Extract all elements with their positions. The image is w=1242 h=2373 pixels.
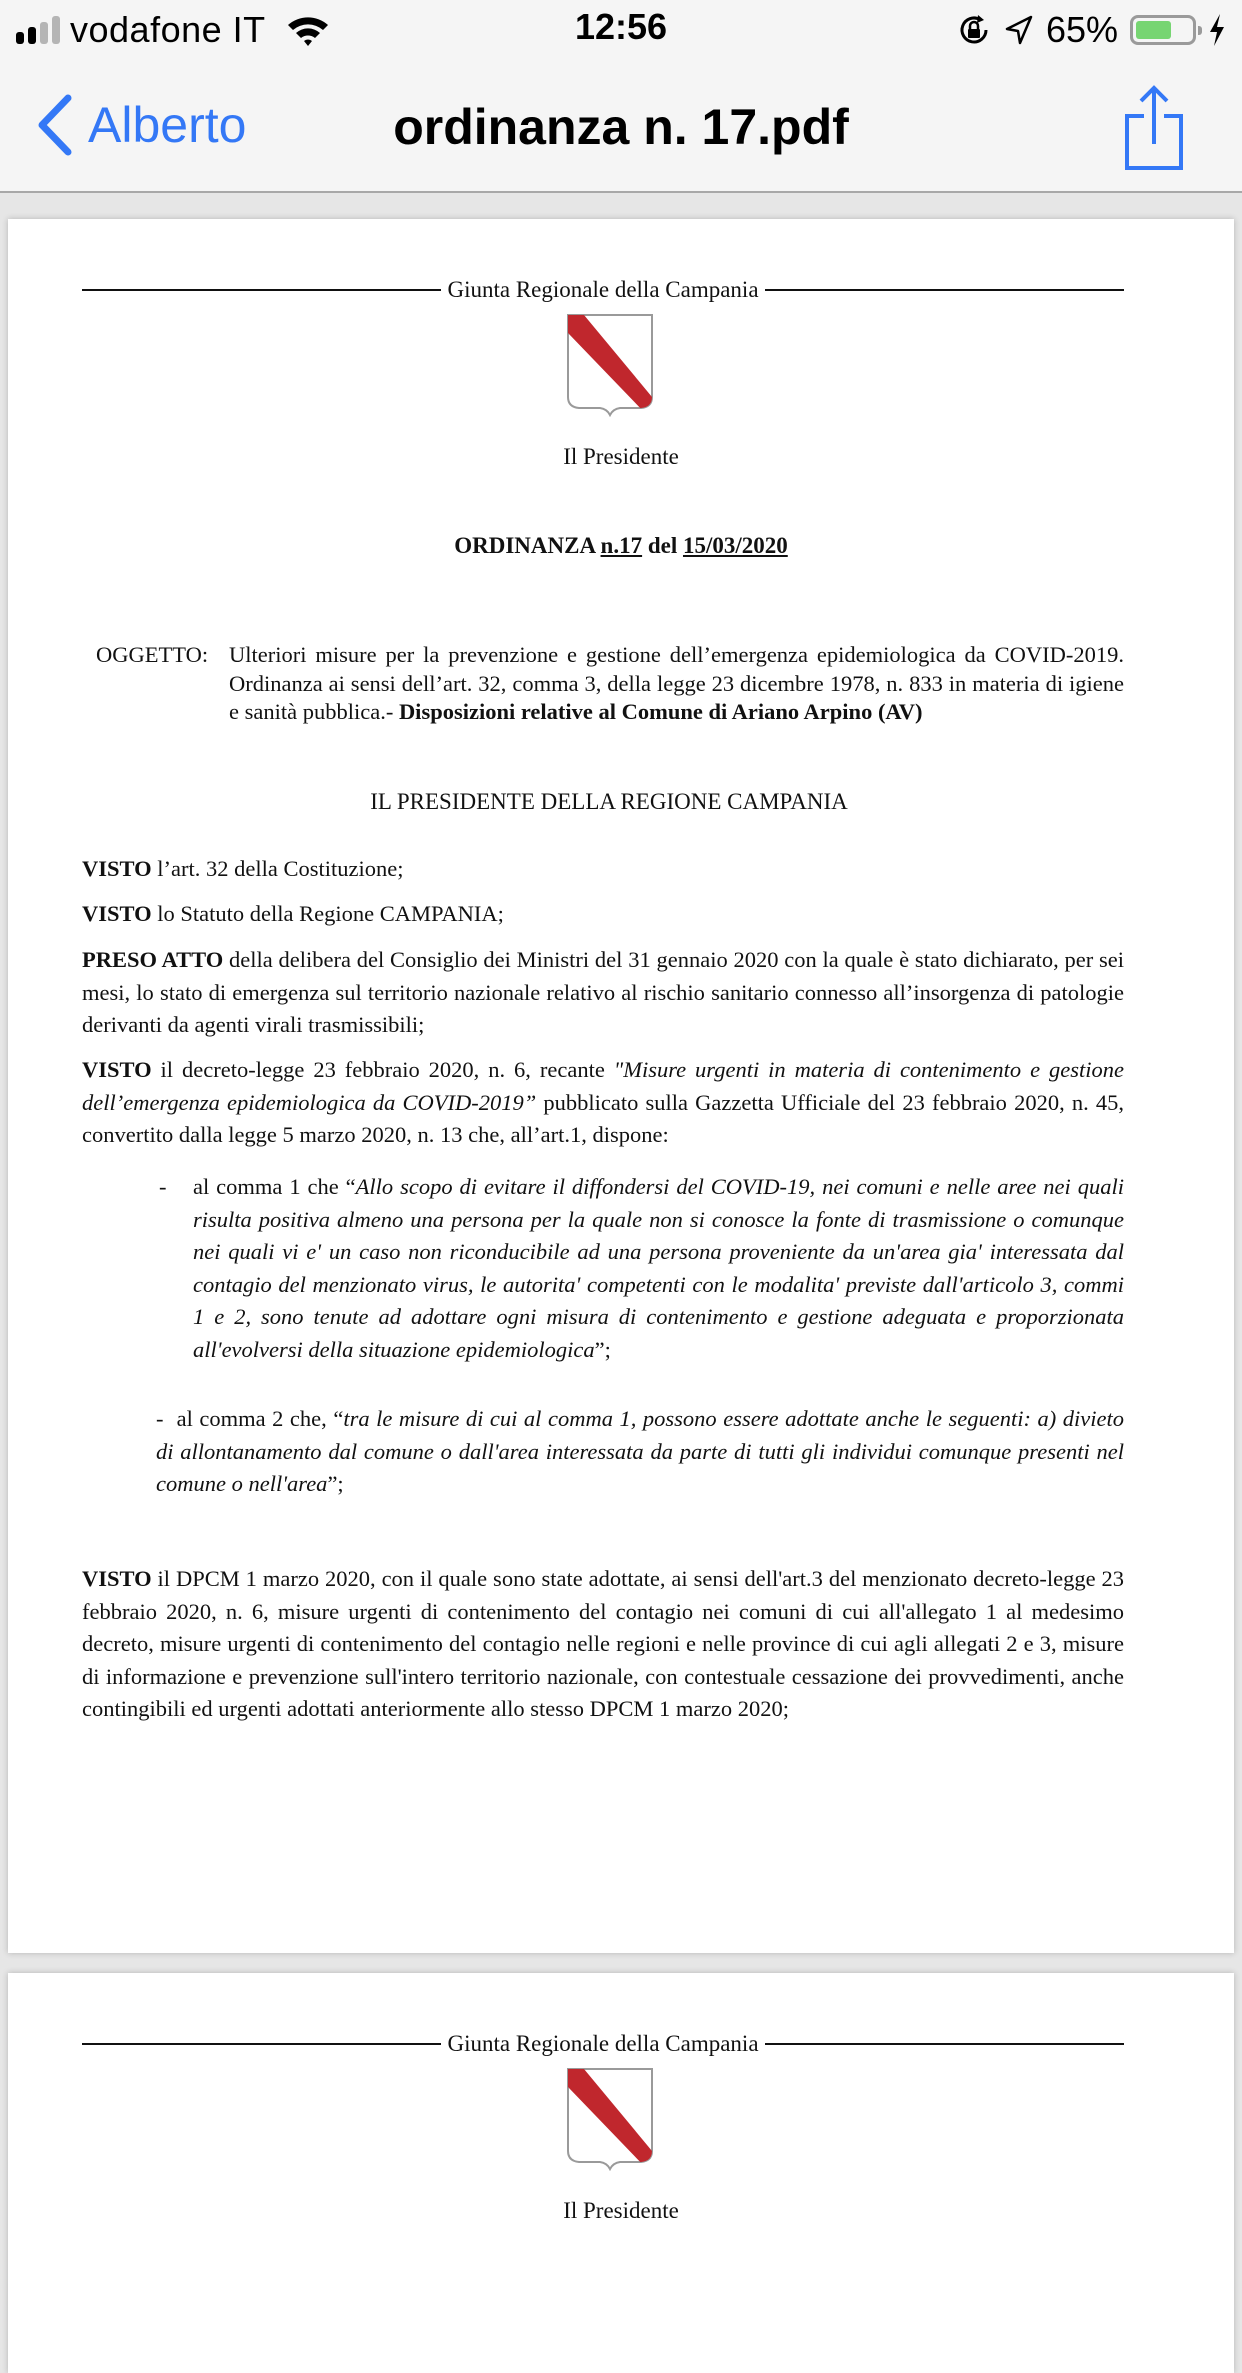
pdf-page-2[interactable] <box>8 1973 1234 2373</box>
header-rule-left <box>82 2043 441 2045</box>
bullet-comma-1 <box>159 1171 1124 1366</box>
oggetto-bold-text: Disposizioni relative al Comune di Ariano Arpino (AV) <box>398 699 923 724</box>
clock: 12:56 <box>574 6 668 47</box>
paragraph-italic: "Misure urgenti in materia di contenimento e gestione dell’emergenza epidemiologica da COVID-2019” <box>82 1057 1124 1115</box>
coat-of-arms-icon <box>565 313 655 417</box>
paragraph-lead: VISTO <box>82 1057 152 1082</box>
bullet-prefix: al comma 1 che “ <box>193 1174 356 1199</box>
presidente-label: Il Presidente <box>563 444 679 469</box>
status-bar <box>0 0 1242 60</box>
paragraph-lead: PRESO ATTO <box>82 947 224 972</box>
chevron-left-icon <box>34 94 74 156</box>
document-title: ordinanza n. 17.pdf <box>393 99 849 155</box>
paragraph-preso-atto <box>82 944 1124 1042</box>
paragraph-text: pubblicato sulla Gazzetta Ufficiale del 23 febbraio 2020, n. 45, convertito dalla legge 5 marzo 2020, n. 13 che, all’art.1, dispone: <box>82 1089 1124 1147</box>
paragraph-text: l’art. 32 della Costituzione; <box>151 856 404 881</box>
location-icon <box>1004 14 1034 46</box>
header-rule-left <box>82 289 441 291</box>
paragraph-lead: VISTO <box>82 901 152 926</box>
presidente-label: Il Presidente <box>563 2198 679 2223</box>
back-button[interactable] <box>34 94 246 156</box>
page-header <box>82 275 1124 305</box>
battery-percent: 65% <box>1045 9 1118 50</box>
oggetto-text: Ulteriori misure per la prevenzione e gestione dell’emergenza epidemiologica da COVID-2019. Ordinanza ai sensi dell’art. 32, comma 3, della legge 23 dicembre 1978, n. 833 in materia di igiene e sanità pubblica.- <box>229 642 1124 724</box>
oggetto-block <box>96 641 1124 727</box>
coat-of-arms-icon <box>565 2067 655 2171</box>
header-rule-right <box>765 2043 1124 2045</box>
orientation-lock-icon <box>956 12 992 48</box>
ordinanza-title <box>8 533 1234 559</box>
charging-icon <box>1208 13 1226 47</box>
paragraph-text: il decreto-legge 23 febbraio 2020, n. 6, recante <box>151 1057 614 1082</box>
bullet-comma-2 <box>156 1403 1124 1501</box>
share-icon[interactable] <box>1118 82 1190 174</box>
bullet-dash: - <box>159 1174 167 1199</box>
oggetto-label: OGGETTO: <box>96 642 209 667</box>
paragraph-lead: VISTO <box>82 856 152 881</box>
ordinanza-del: del <box>647 533 678 558</box>
ordinanza-prefix: ORDINANZA <box>454 533 595 558</box>
paragraph-text: della delibera del Consiglio dei Ministri del 31 gennaio 2020 con la quale è stato dichiarato, per sei mesi, lo stato di emergenza sul territorio nazionale relativo al rischio sanitario connesso all’insorgenza di patologie derivanti da agenti virali trasmissibili; <box>82 947 1124 1037</box>
bullet-italic: tra le misure di cui al comma 1, possono essere adottate anche le seguenti: a) divieto di allontanamento dal comune o dall'area interessata da parte di tutti gli individui comunque presenti nel comune o nell'area <box>156 1406 1124 1496</box>
section-heading: IL PRESIDENTE DELLA REGIONE CAMPANIA <box>370 789 848 814</box>
bullet-dash: - <box>156 1406 164 1431</box>
header-text: Giunta Regionale della Campania <box>447 277 759 302</box>
bullet-prefix: al comma 2 che, “ <box>176 1406 344 1431</box>
paragraph-text: il DPCM 1 marzo 2020, con il quale sono state adottate, ai sensi dell'art.3 del menzionato decreto-legge 23 febbraio 2020, n. 6, misure urgenti di contenimento del contagio nei comuni di cui all'allegato 1 al medesimo decreto, misure urgenti di contenimento del contagio nelle regioni e nelle province di cui agli allegati 2 e 3, misure di informazione e prevenzione sull'intero territorio nazionale, con contestuale cessazione dei provvedimenti, anche contingibili ed urgenti adottati anteriormente allo stesso DPCM 1 marzo 2020; <box>82 1566 1124 1721</box>
ordinanza-date: 15/03/2020 <box>682 533 788 558</box>
bullet-italic: Allo scopo di evitare il diffondersi del COVID-19, nei comuni e nelle aree nei quali risulta positiva almeno una persona per la quale non si conosce la fonte di trasmissione o comunque nei quali vi e' un caso non riconducibile ad una persona proveniente da un'area gia' interessata dal contagio del menzionato virus, le autorita' competenti con le modalita' previste dall'articolo 3, commi 1 e 2, sono tenute ad adottare ogni misura di contenimento e gestione adeguata e proporzionata all'evolversi della situazione epidemiologica <box>193 1174 1124 1362</box>
header-text: Giunta Regionale della Campania <box>447 2031 759 2056</box>
navigation-bar <box>0 60 1242 193</box>
paragraph-text: lo Statuto della Regione CAMPANIA; <box>151 901 504 926</box>
battery-icon <box>1130 15 1196 45</box>
paragraph-visto-costituzione <box>82 853 1124 886</box>
page-header <box>82 2029 1124 2059</box>
paragraph-visto-decreto <box>82 1054 1124 1152</box>
ordinanza-number: n.17 <box>600 533 643 558</box>
back-button-label: Alberto <box>88 97 247 153</box>
paragraph-visto-statuto <box>82 898 1124 931</box>
paragraph-visto-dpcm <box>82 1563 1124 1726</box>
bullet-suffix: ”; <box>594 1336 611 1362</box>
pdf-page-1[interactable] <box>8 219 1234 1953</box>
carrier-name: vodafone IT <box>70 9 266 50</box>
paragraph-lead: VISTO <box>82 1566 152 1591</box>
header-rule-right <box>765 289 1124 291</box>
bullet-suffix: ”; <box>327 1471 344 1496</box>
